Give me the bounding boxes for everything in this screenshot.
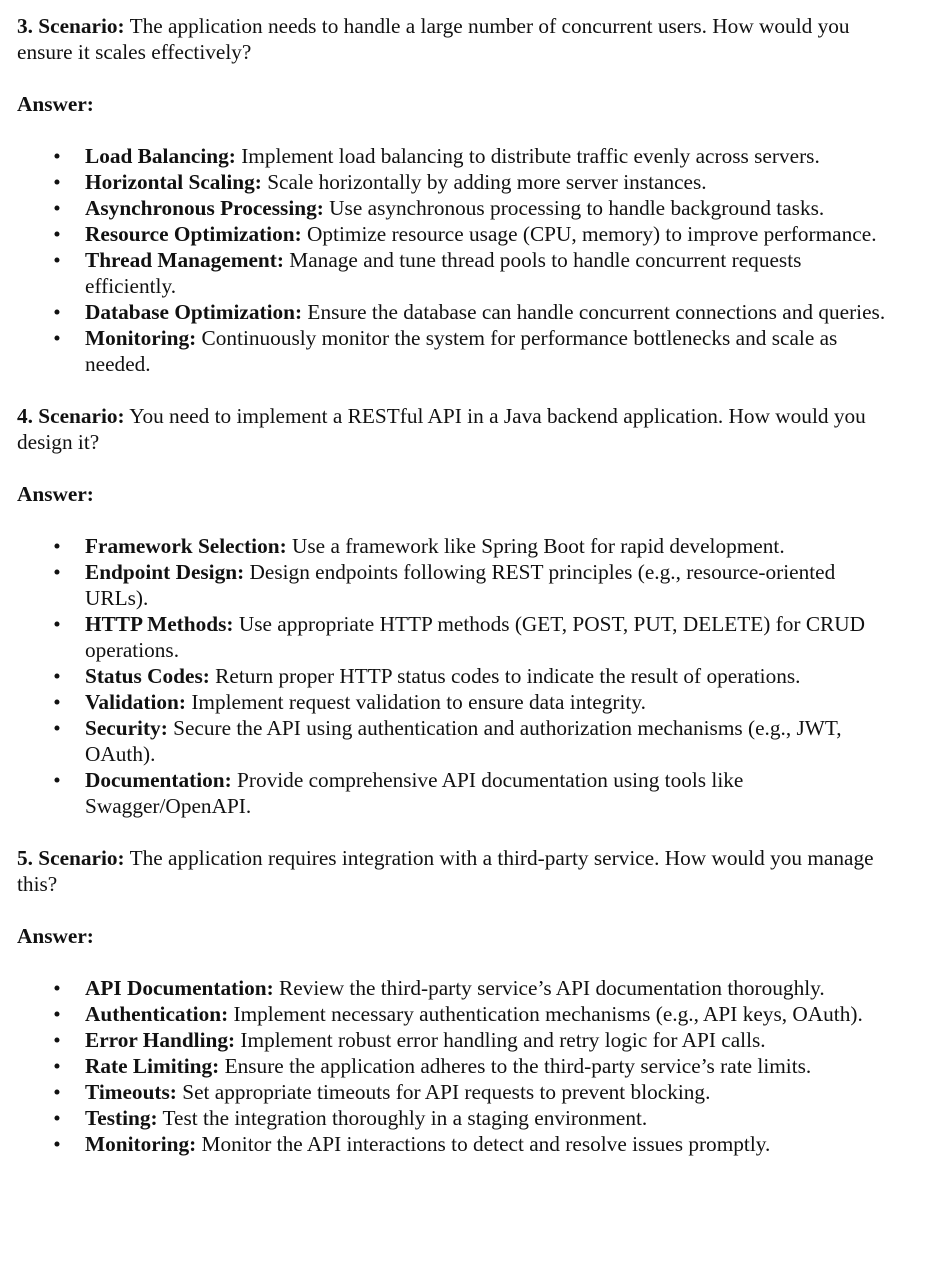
list-item: • Error Handling: Implement robust error handling and retry logic for API calls.	[53, 1028, 766, 1052]
bullet-icon: •	[53, 664, 61, 688]
list-item: • Asynchronous Processing: Use asynchronous processing to handle background tasks.	[53, 196, 825, 220]
bullet-icon: •	[53, 976, 61, 1000]
bullet-icon: •	[53, 1080, 61, 1104]
list-item: • Load Balancing: Implement load balancing to distribute traffic evenly across servers.	[53, 144, 820, 168]
bullet-icon: •	[53, 1106, 61, 1130]
list-item: • Documentation: Provide comprehensive API documentation using tools like Swagger/OpenAPI.	[53, 768, 744, 818]
list-item: • Endpoint Design: Design endpoints following REST principles (e.g., resource-oriented URLs).	[53, 560, 836, 610]
bullet-icon: •	[53, 326, 61, 350]
bullet-icon: •	[53, 196, 61, 220]
list-item: • Security: Secure the API using authentication and authorization mechanisms (e.g., JWT, OAuth).	[53, 716, 842, 766]
bullet-icon: •	[53, 768, 61, 792]
scenario-question	[17, 403, 897, 455]
scenario-question	[17, 13, 897, 65]
list-item: • Thread Management: Manage and tune thread pools to handle concurrent requests efficiently.	[53, 248, 802, 298]
scenario-section-5	[17, 845, 897, 1157]
bullet-icon: •	[53, 534, 61, 558]
bullet-icon: •	[53, 1028, 61, 1052]
scenario-number: 3. Scenario:	[17, 14, 125, 38]
list-item: • Authentication: Implement necessary authentication mechanisms (e.g., API keys, OAuth).	[53, 1002, 863, 1026]
list-item: • Monitoring: Continuously monitor the system for performance bottlenecks and scale as needed.	[53, 326, 838, 376]
bullet-icon: •	[53, 248, 61, 272]
list-item: • Monitoring: Monitor the API interactions to detect and resolve issues promptly.	[53, 1132, 771, 1156]
list-item: • Validation: Implement request validation to ensure data integrity.	[53, 690, 646, 714]
list-item: • Framework Selection: Use a framework like Spring Boot for rapid development.	[53, 534, 785, 558]
bullet-icon: •	[53, 1132, 61, 1156]
bullet-icon: •	[53, 170, 61, 194]
scenario-number: 5. Scenario:	[17, 846, 125, 870]
scenario-question	[17, 845, 897, 897]
scenario-text: You need to implement a RESTful API in a Java backend application. How would you design it?	[17, 404, 866, 454]
list-item: • API Documentation: Review the third-party service’s API documentation thoroughly.	[53, 976, 825, 1000]
bullet-icon: •	[53, 144, 61, 168]
answer-label: Answer:	[17, 92, 94, 116]
answer-label: Answer:	[17, 924, 94, 948]
answer-list	[17, 533, 897, 819]
list-item: • Horizontal Scaling: Scale horizontally by adding more server instances.	[53, 170, 707, 194]
list-item: • Resource Optimization: Optimize resource usage (CPU, memory) to improve performance.	[53, 222, 877, 246]
list-item: • Status Codes: Return proper HTTP status codes to indicate the result of operations.	[53, 664, 801, 688]
list-item: • Testing: Test the integration thoroughly in a staging environment.	[53, 1106, 648, 1130]
bullet-icon: •	[53, 690, 61, 714]
bullet-icon: •	[53, 1002, 61, 1026]
answer-list	[17, 143, 897, 377]
bullet-icon: •	[53, 560, 61, 584]
list-item: • Rate Limiting: Ensure the application adheres to the third-party service’s rate limits.	[53, 1054, 812, 1078]
bullet-icon: •	[53, 222, 61, 246]
bullet-icon: •	[53, 612, 61, 636]
bullet-icon: •	[53, 1054, 61, 1078]
answer-list	[17, 975, 897, 1157]
list-item: • HTTP Methods: Use appropriate HTTP methods (GET, POST, PUT, DELETE) for CRUD operations.	[53, 612, 866, 662]
scenario-number: 4. Scenario:	[17, 404, 125, 428]
scenario-text: The application requires integration with a third-party service. How would you manage this?	[17, 846, 874, 896]
scenario-text: The application needs to handle a large number of concurrent users. How would you ensure it scales effectively?	[17, 14, 850, 64]
bullet-icon: •	[53, 300, 61, 324]
list-item: • Timeouts: Set appropriate timeouts for API requests to prevent blocking.	[53, 1080, 711, 1104]
scenario-section-4	[17, 403, 897, 819]
answer-label: Answer:	[17, 482, 94, 506]
list-item: • Database Optimization: Ensure the database can handle concurrent connections and queries.	[53, 300, 886, 324]
document-page	[17, 13, 897, 1157]
bullet-icon: •	[53, 716, 61, 740]
scenario-section-3	[17, 13, 897, 377]
